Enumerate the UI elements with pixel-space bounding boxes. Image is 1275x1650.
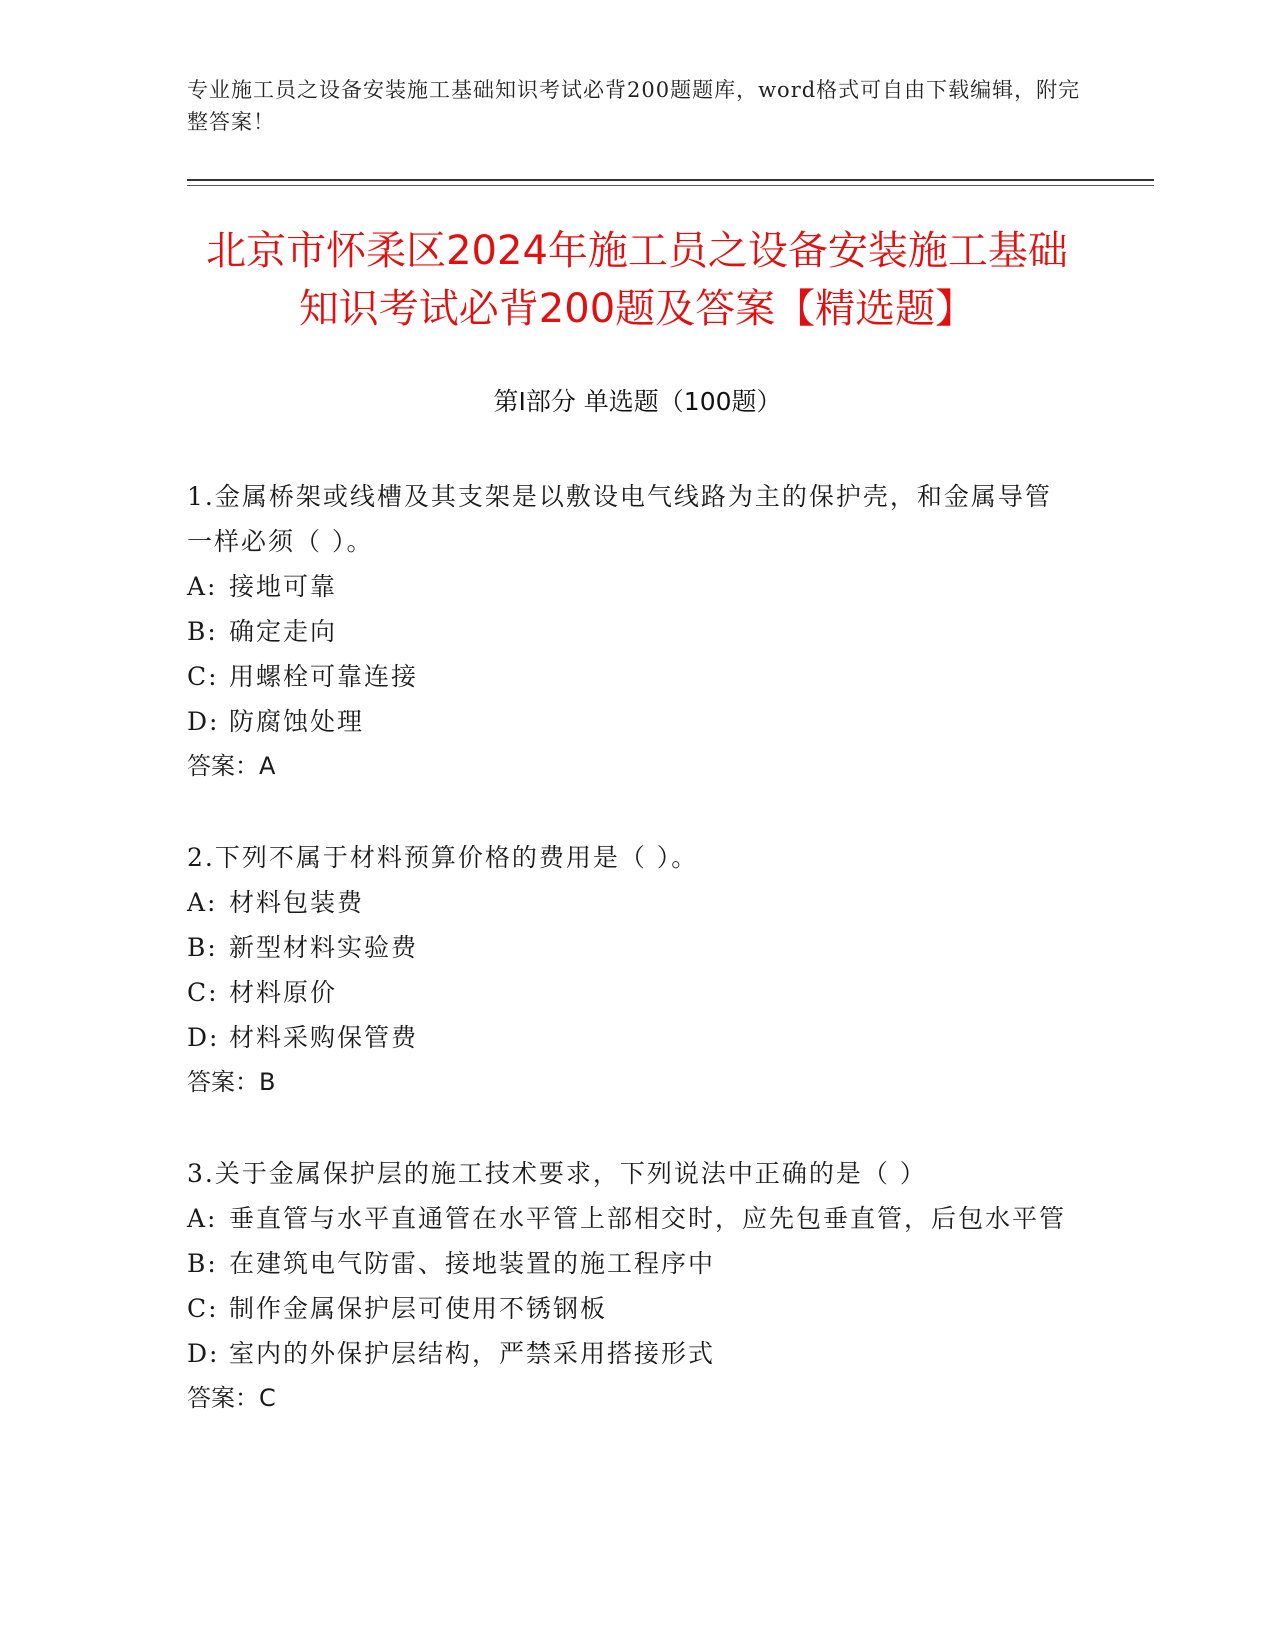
option-b <box>187 925 1067 970</box>
option-text: 室内的外保护层结构，严禁采用搭接形式 <box>229 1339 716 1368</box>
answer: 答案：A <box>187 752 276 780</box>
option-key: D: <box>187 1339 220 1368</box>
question-list <box>187 474 1067 1467</box>
option-key: B: <box>187 617 218 646</box>
option-text: 确定走向 <box>229 617 338 646</box>
option-key: B: <box>187 1249 218 1278</box>
option-key: C: <box>187 662 219 691</box>
option-key: A: <box>187 888 218 917</box>
option-key: C: <box>187 1294 219 1323</box>
option-c <box>187 654 1067 699</box>
option-text: 防腐蚀处理 <box>229 707 365 736</box>
option-text: 制作金属保护层可使用不锈钢板 <box>229 1294 608 1323</box>
document-title: 北京市怀柔区2024年施工员之设备安装施工基础知识考试必背200题及答案【精选题】 <box>206 228 1068 332</box>
option-key: C: <box>187 978 219 1007</box>
option-a <box>187 564 1067 609</box>
option-text: 材料采购保管费 <box>229 1023 419 1052</box>
question-stem: 3.关于金属保护层的施工技术要求，下列说法中正确的是（ ） <box>187 1159 927 1188</box>
option-c <box>187 970 1067 1015</box>
option-text: 材料包装费 <box>229 888 365 917</box>
question-stem: 2.下列不属于材料预算价格的费用是（ ）。 <box>187 843 699 872</box>
option-key: D: <box>187 1023 220 1052</box>
option-a <box>187 880 1067 925</box>
option-text: 在建筑电气防雷、接地装置的施工程序中 <box>229 1249 716 1278</box>
header-divider-thin <box>187 185 1154 186</box>
header-divider-thick <box>187 179 1154 181</box>
option-c <box>187 1286 1067 1331</box>
option-key: D: <box>187 707 220 736</box>
option-d <box>187 1331 1067 1376</box>
question-item <box>187 474 1067 789</box>
option-b <box>187 1241 1067 1286</box>
option-text: 新型材料实验费 <box>229 933 419 962</box>
question-item <box>187 835 1067 1105</box>
answer: 答案：C <box>187 1384 276 1412</box>
option-a <box>187 1196 1067 1241</box>
option-text: 垂直管与水平直通管在水平管上部相交时，应先包垂直管，后包水平管 <box>229 1204 1067 1233</box>
header-note: 专业施工员之设备安装施工基础知识考试必背200题题库，word格式可自由下载编辑，附完整答案！ <box>187 78 1081 134</box>
option-text: 用螺栓可靠连接 <box>229 662 419 691</box>
option-key: A: <box>187 1204 218 1233</box>
section-heading: 第I部分 单选题（100题） <box>493 387 782 416</box>
option-b <box>187 609 1067 654</box>
answer: 答案：B <box>187 1068 276 1096</box>
option-text: 接地可靠 <box>229 572 338 601</box>
option-key: B: <box>187 933 218 962</box>
option-d <box>187 699 1067 744</box>
option-d <box>187 1015 1067 1060</box>
question-item <box>187 1151 1067 1421</box>
option-key: A: <box>187 572 218 601</box>
option-text: 材料原价 <box>229 978 338 1007</box>
question-stem: 1.金属桥架或线槽及其支架是以敷设电气线路为主的保护壳，和金属导管一样必须（ ）。 <box>187 482 1052 556</box>
